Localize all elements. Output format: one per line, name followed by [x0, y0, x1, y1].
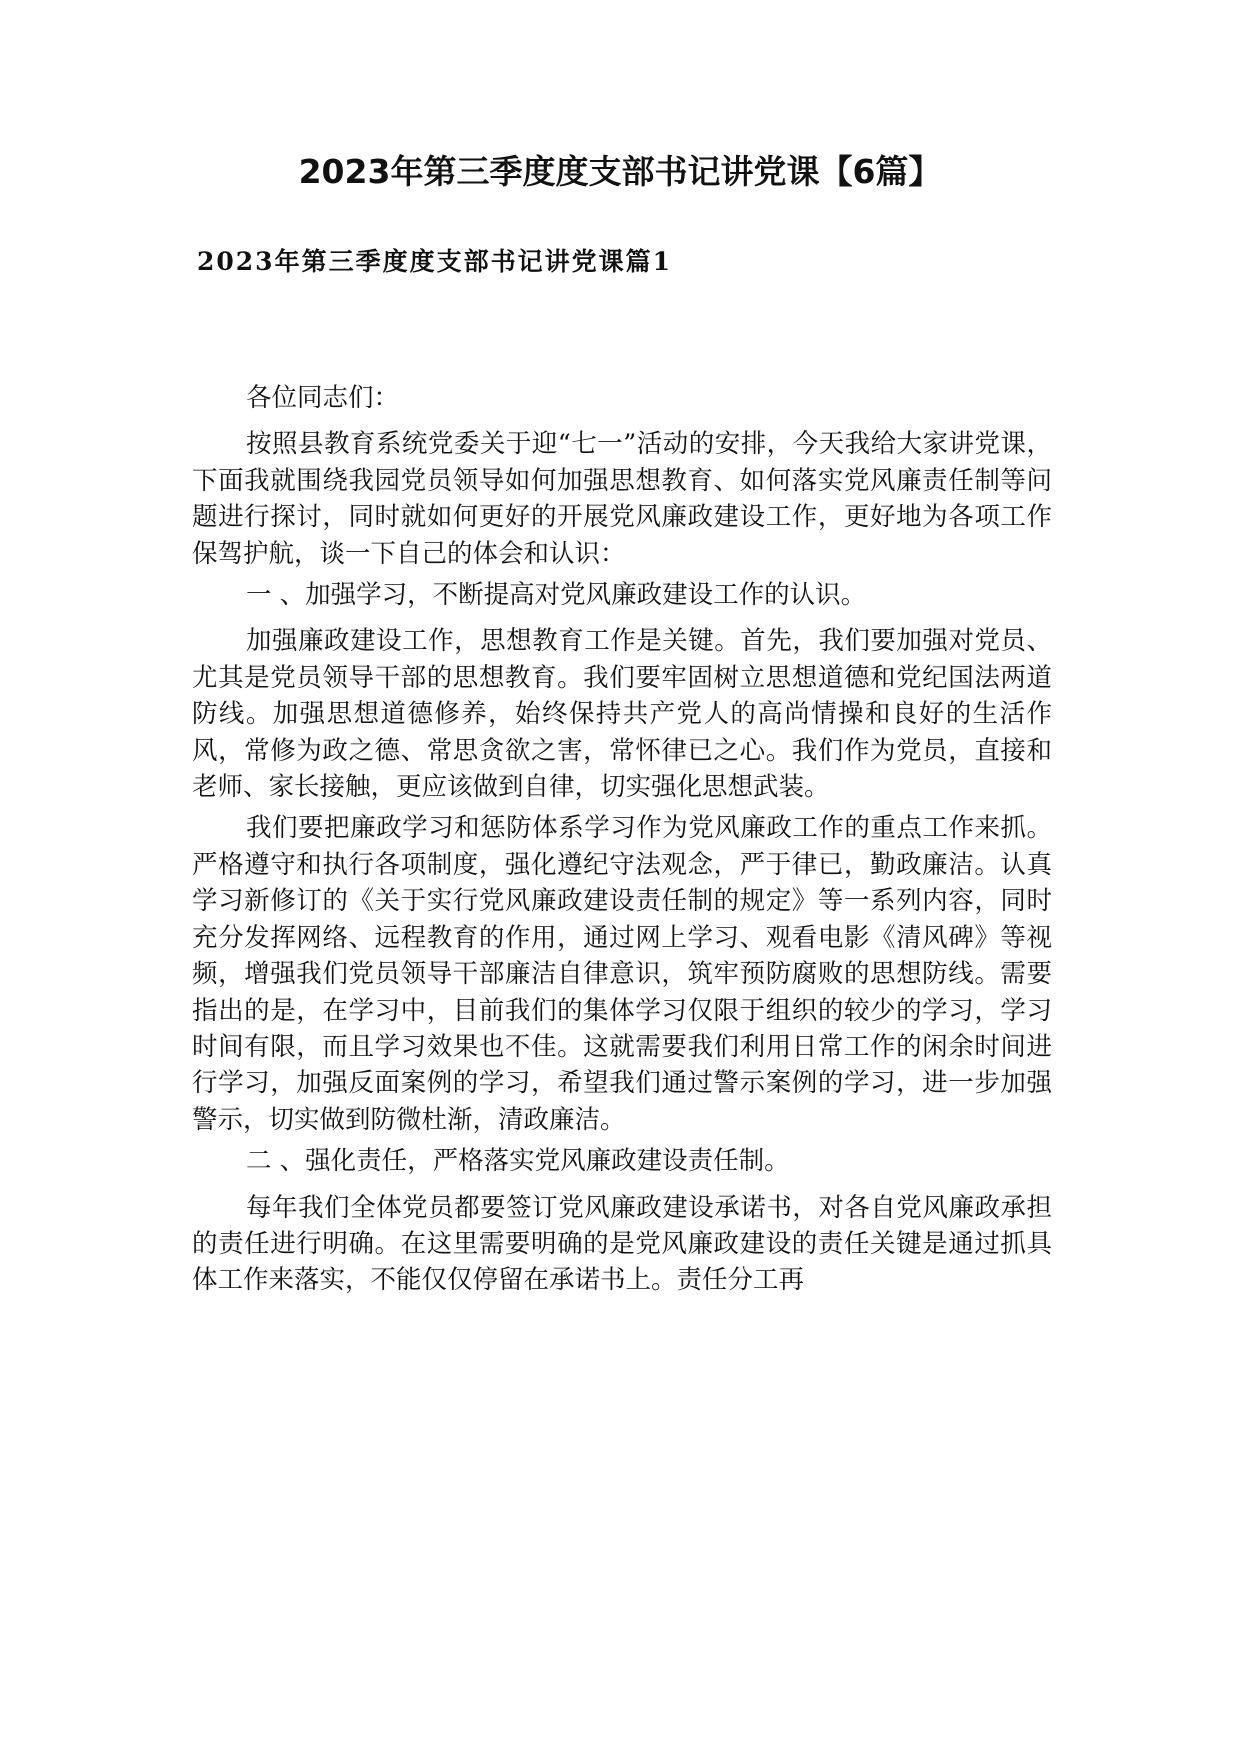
paragraph-heading-1: 一 、加强学习，不断提高对党风廉政建设工作的认识。 — [246, 580, 867, 611]
paragraph-intro: 按照县教育系统党委关于迎“七一”活动的安排，今天我给大家讲党课，下面我就围绕我园党员领导如何加强思想教育、如何落实党风廉责任制等问题进行探讨，同时就如何更好的开展党风廉政建设工作，更好地为各项工作保驾护航，谈一下自己的体会和认识： — [192, 429, 1052, 569]
paragraph-body-2: 我们要把廉政学习和惩防体系学习作为党风廉政工作的重点工作来抓。严格遵守和执行各项制度，强化遵纪守法观念，严于律已，勤政廉洁。认真学习新修订的《关于实行党风廉政建设责任制的规定》等一系列内容，同时充分发挥网络、远程教育的作用，通过网上学习、观看电影《清风碑》等视频，增强我们党员领导干部廉洁自律意识，筑牢预防腐败的思想防线。需要指出的是，在学习中，目前我们的集体学习仅限于组织的较少的学习，学习时间有限，而且学习效果也不佳。这就需要我们利用日常工作的闲余时间进行学习，加强反面案例的学习，希望我们通过警示案例的学习，进一步加强警示，切实做到防微杜渐，清政廉洁。 — [192, 813, 1052, 1135]
document-body — [192, 380, 1052, 1299]
paragraph-heading-2: 二 、强化责任，严格落实党风廉政建设责任制。 — [246, 1146, 790, 1177]
paragraph-greeting: 各位同志们： — [246, 383, 400, 413]
section-heading: 2023年第三季度度支部书记讲党课篇1 — [197, 247, 672, 276]
document-title: 2023年第三季度度支部书记讲党课【6篇】 — [298, 152, 942, 191]
paragraph-body-1: 加强廉政建设工作，思想教育工作是关键。首先，我们要加强对党员、尤其是党员领导干部的思想教育。我们要牢固树立思想道德和党纪国法两道防线。加强思想道德修养，始终保持共产党人的高尚情操和良好的生活作风，常修为政之德、常思贪欲之害，常怀律已之心。我们作为党员，直接和老师、家长接触，更应该做到自律，切实强化思想武装。 — [192, 626, 1052, 803]
paragraph-body-3: 每年我们全体党员都要签订党风廉政建设承诺书，对各自党风廉政承担的责任进行明确。在这里需要明确的是党风廉政建设的责任关键是通过抓具体工作来落实，不能仅仅停留在承诺书上。责任分工再 — [192, 1192, 1052, 1296]
